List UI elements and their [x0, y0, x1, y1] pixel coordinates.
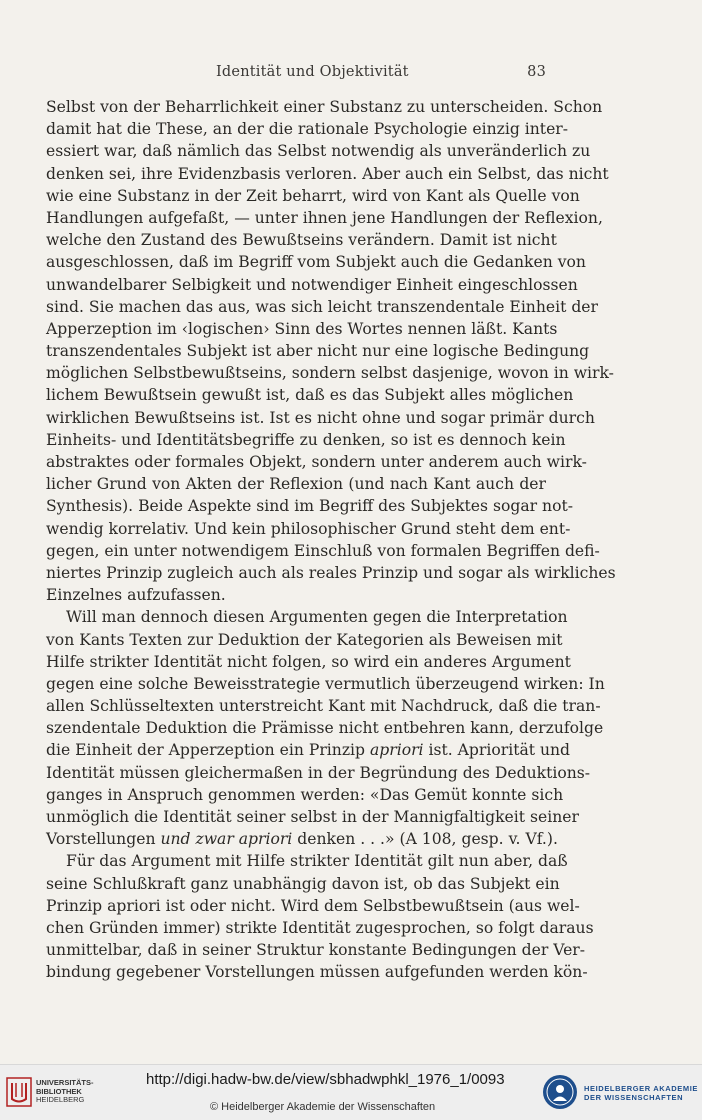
- text-line: wirklichen Bewußtseins ist. Ist es nicht ohne und sogar primär durch: [46, 408, 595, 427]
- text-line: unmöglich die Identität seiner selbst in der Mannigfaltigkeit seiner: [46, 808, 579, 826]
- text-line: die Einheit der Apperzeption ein Prinzip apriori ist. Apriorität und: [46, 741, 571, 760]
- running-title: Identität und Objektivität: [216, 64, 409, 80]
- academy-seal-icon: [542, 1074, 578, 1110]
- paragraph: [46, 850, 594, 983]
- text-line: niertes Prinzip zugleich auch als reales Prinzip und sogar als wirkliches: [46, 563, 616, 582]
- text-line: Apperzeption im ‹logischen› Sinn des Wortes nennen läßt. Kants: [46, 319, 558, 338]
- text-line: abstraktes oder formales Objekt, sondern unter anderem auch wirk-: [46, 453, 587, 471]
- text-line: allen Schlüsseltexten unterstreicht Kant mit Nachdruck, daß die tran-: [46, 697, 601, 716]
- text-line: licher Grund von Akten der Reflexion (und nach Kant auch der: [46, 475, 546, 494]
- text-line: wendig korrelativ. Und kein philosophischer Grund steht dem ent-: [46, 519, 571, 538]
- text-line: Synthesis). Beide Aspekte sind im Begriff des Subjektes sogar not-: [46, 497, 574, 516]
- text-line: Hilfe strikter Identität nicht folgen, so wird ein anderes Argument: [46, 652, 571, 671]
- university-library-name: UNIVERSITÄTS- BIBLIOTHEK HEIDELBERG: [36, 1078, 94, 1104]
- text-line: damit hat die These, an der die rationale Psychologie einzig inter-: [46, 120, 569, 139]
- text-line: Einheits- und Identitätsbegriffe zu denken, so ist es dennoch kein: [46, 430, 566, 449]
- text-line: Will man dennoch diesen Argumenten gegen die Interpretation: [66, 608, 568, 627]
- text-line: von Kants Texten zur Deduktion der Kategorien als Beweisen mit: [46, 630, 563, 649]
- text-line: möglichen Selbstbewußtseins, sondern selbst dasjenige, wovon in wirk-: [46, 364, 614, 383]
- text-line: Prinzip apriori ist oder nicht. Wird dem Selbstbewußtsein (aus wel-: [46, 896, 580, 915]
- text-line: sind. Sie machen das aus, was sich leicht transzendentale Einheit der: [46, 297, 598, 316]
- text-line: ausgeschlossen, daß im Begriff vom Subjekt auch die Gedanken von: [46, 253, 586, 272]
- paragraph: [46, 606, 605, 850]
- text-line: Einzelnes aufzufassen.: [46, 586, 226, 605]
- text-line: Identität müssen gleichermaßen in der Begründung des Deduktions-: [46, 763, 591, 782]
- permalink-url[interactable]: http://digi.hadw-bw.de/view/sbhadwphkl_1976_1/0093: [146, 1071, 505, 1088]
- text-line: essiert war, daß nämlich das Selbst notwendig als unveränderlich zu: [46, 142, 591, 161]
- text-line: gegen, ein unter notwendigem Einschluß von formalen Begriffen defi-: [46, 541, 600, 560]
- text-line: seine Schlußkraft ganz unabhängig davon ist, ob das Subjekt ein: [46, 874, 560, 893]
- text-line: Für das Argument mit Hilfe strikter Identität gilt nun aber, daß: [66, 852, 568, 871]
- copyright-notice: © Heidelberger Akademie der Wissenschaften: [210, 1101, 436, 1113]
- running-head: [46, 64, 546, 86]
- paragraph: [46, 96, 616, 606]
- viewer-footer: [0, 1064, 702, 1120]
- text-line: chen Gründen immer) strikte Identität zugesprochen, so folgt daraus: [46, 918, 594, 937]
- text-line: Selbst von der Beharrlichkeit einer Substanz zu unterscheiden. Schon: [46, 98, 603, 116]
- text-line: lichem Bewußtsein gewußt ist, daß es das Subjekt alles möglichen: [46, 386, 574, 405]
- text-line: ganges in Anspruch genommen werden: «Das Gemüt konnte sich: [46, 785, 564, 804]
- text-line: gegen eine solche Beweisstrategie vermutlich überzeugend wirken: In: [46, 674, 605, 693]
- text-line: Vorstellungen und zwar apriori denken . . .» (A 108, gesp. v. Vf.).: [46, 830, 558, 849]
- text-line: Handlungen aufgefaßt, — unter ihnen jene Handlungen der Reflexion,: [46, 208, 603, 227]
- page-number: 83: [527, 64, 546, 80]
- text-line: bindung gegebener Vorstellungen müssen aufgefunden werden kön-: [46, 963, 588, 982]
- text-line: transzendentales Subjekt ist aber nicht nur eine logische Bedingung: [46, 342, 590, 361]
- academy-name: HEIDELBERGER AKADEMIE DER WISSENSCHAFTEN: [584, 1084, 698, 1102]
- body-text: [46, 96, 616, 984]
- text-line: unmittelbar, daß in seiner Struktur konstante Bedingungen der Ver-: [46, 941, 586, 960]
- university-library-logo-icon: [6, 1077, 32, 1107]
- text-line: welche den Zustand des Bewußtseins verändern. Damit ist nicht: [46, 231, 557, 250]
- text-line: denken sei, ihre Evidenzbasis verloren. Aber auch ein Selbst, das nicht: [46, 164, 609, 183]
- text-line: unwandelbarer Selbigkeit und notwendiger Einheit eingeschlossen: [46, 275, 578, 294]
- text-line: wie eine Substanz in der Zeit beharrt, wird von Kant als Quelle von: [46, 186, 580, 205]
- text-line: szendentale Deduktion die Prämisse nicht entbehren kann, derzufolge: [46, 719, 604, 738]
